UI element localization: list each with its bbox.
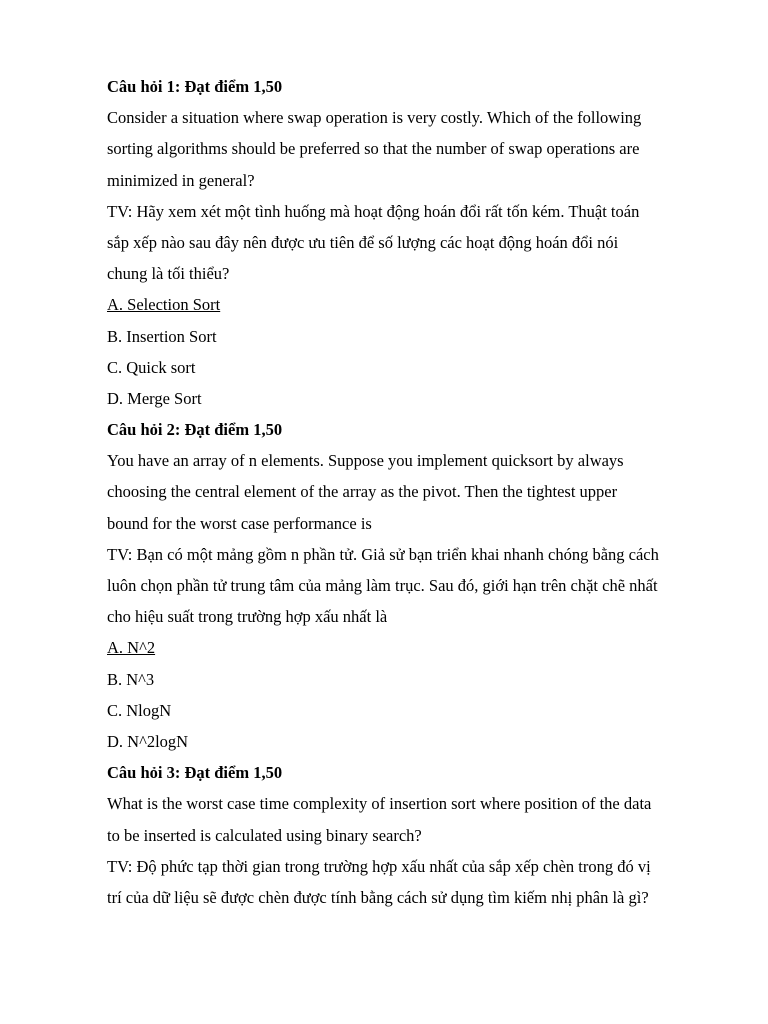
question-1-text-line: minimized in general? (107, 170, 255, 190)
question-2-translation-line: TV: Bạn có một mảng gồm n phần tử. Giả sử bạn triển khai nhanh chóng bằng cách (107, 544, 659, 564)
question-3-translation-line: trí của dữ liệu sẽ được chèn được tính bằng cách sử dụng tìm kiếm nhị phân là gì? (107, 887, 649, 907)
question-3-text-line: What is the worst case time complexity of insertion sort where position of the data (107, 794, 652, 814)
question-1-text-line: Consider a situation where swap operation is very costly. Which of the following (107, 108, 642, 128)
question-2-option-b: B. N^3 (107, 669, 155, 689)
document-content (107, 71, 707, 913)
question-2-option-a-answer: A. N^2 (107, 638, 156, 658)
question-1-option-b: B. Insertion Sort (107, 326, 217, 346)
question-1-option-c: C. Quick sort (107, 357, 196, 377)
question-2-text-line: You have an array of n elements. Suppose you implement quicksort by always (107, 451, 624, 471)
question-2-translation-line: luôn chọn phần tử trung tâm của mảng làm trục. Sau đó, giới hạn trên chặt chẽ nhất (107, 576, 658, 595)
question-3-text-line: to be inserted is calculated using binary search? (107, 825, 422, 845)
question-2-option-c: C. NlogN (107, 700, 172, 720)
question-1-translation-line: TV: Hãy xem xét một tình huống mà hoạt động hoán đổi rất tốn kém. Thuật toán (107, 201, 640, 221)
question-2-translation-line: cho hiệu suất trong trường hợp xấu nhất là (107, 607, 388, 627)
question-1-translation-line: chung là tối thiểu? (107, 264, 230, 284)
question-1-heading: Câu hỏi 1: Đạt điểm 1,50 (107, 77, 283, 96)
question-3-heading: Câu hỏi 3: Đạt điểm 1,50 (107, 763, 283, 783)
question-2-text-line: bound for the worst case performance is (107, 513, 372, 533)
question-1-translation-line: sắp xếp nào sau đây nên được ưu tiên để số lượng các hoạt động hoán đổi nói (107, 232, 619, 252)
question-1-option-a-answer: A. Selection Sort (107, 295, 221, 315)
question-2-text-line: choosing the central element of the array as the pivot. Then the tightest upper (107, 482, 618, 502)
question-3-translation-line: TV: Độ phức tạp thời gian trong trường hợp xấu nhất của sắp xếp chèn trong đó vị (107, 856, 651, 876)
question-2-option-d: D. N^2logN (107, 731, 189, 751)
question-1-text-line: sorting algorithms should be preferred so that the number of swap operations are (107, 139, 640, 159)
question-2-heading: Câu hỏi 2: Đạt điểm 1,50 (107, 420, 283, 440)
question-1-option-d: D. Merge Sort (107, 388, 202, 408)
